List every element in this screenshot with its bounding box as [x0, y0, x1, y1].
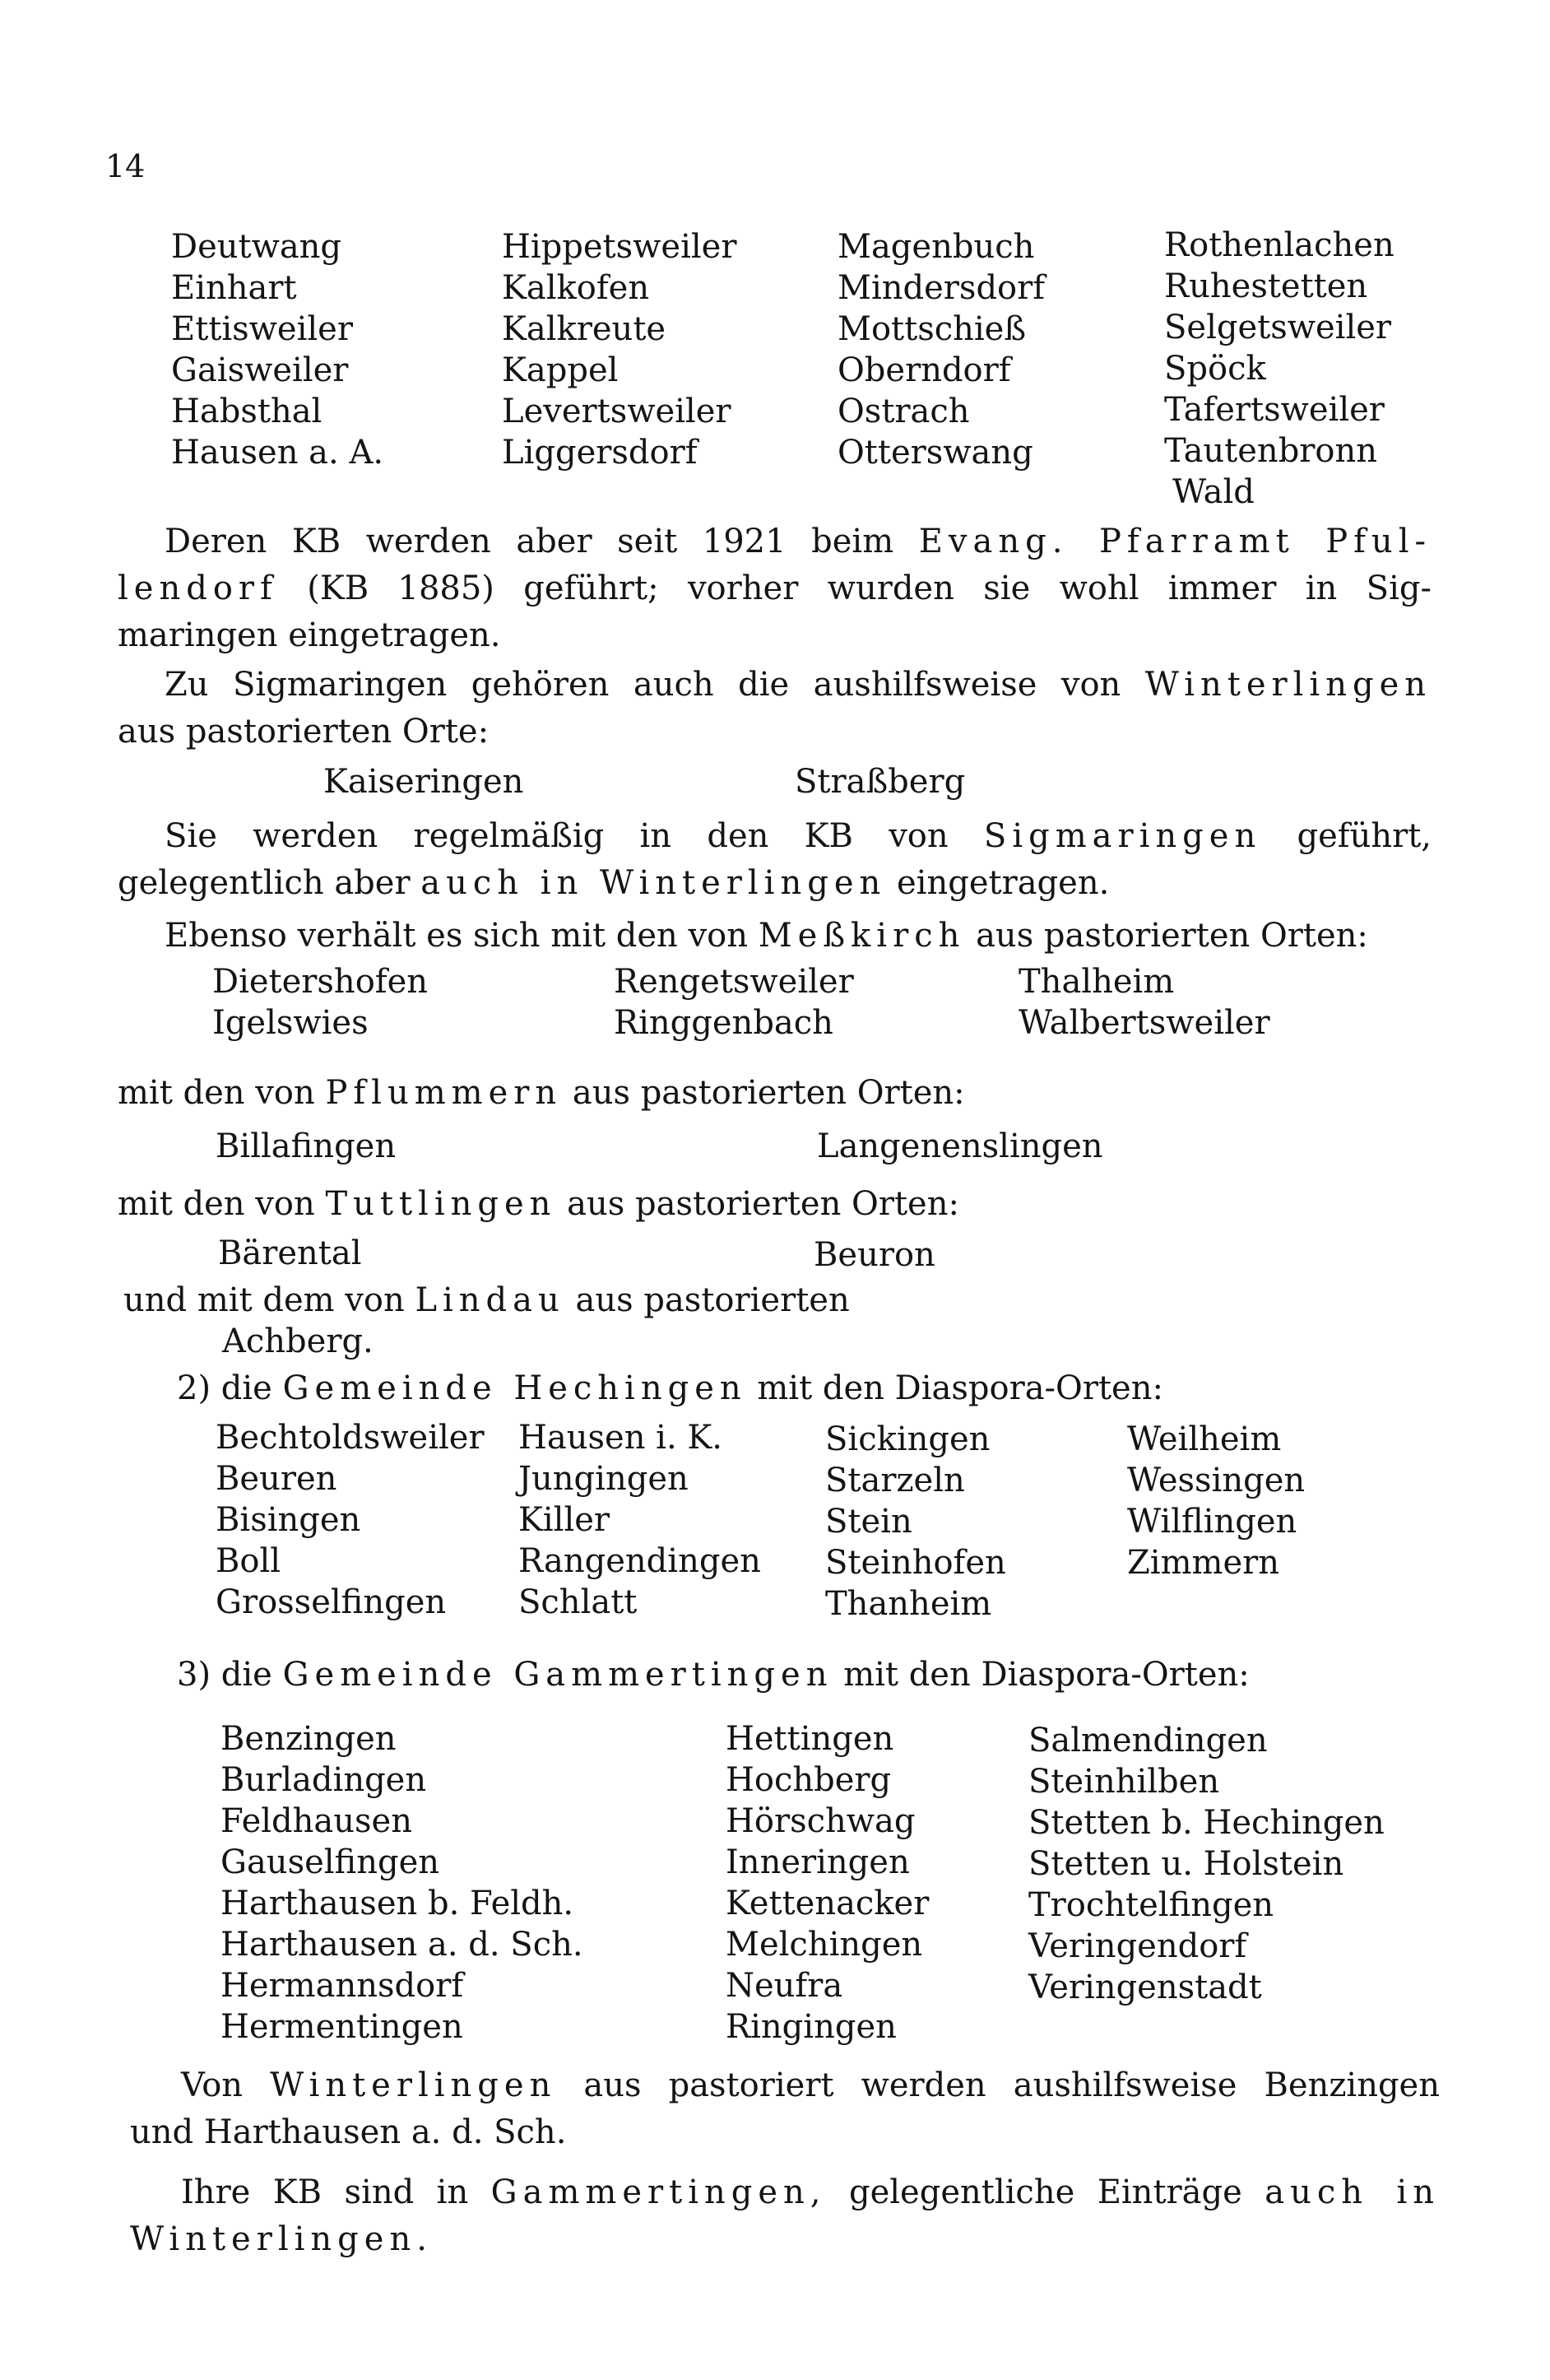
- paragraph-benzingen: [130, 2062, 1440, 2156]
- place-column-3: [825, 1419, 1006, 1625]
- spaced-text: Meßkirch: [758, 917, 966, 955]
- place-name: Spöck: [1164, 350, 1266, 388]
- paragraph-regelmaessig: [118, 813, 1432, 907]
- paragraph-pflummern: [118, 1072, 965, 1113]
- place-name: Liggersdorf: [502, 434, 698, 472]
- text: Zu Sigmaringen gehören auch die aushilfsweise von: [165, 666, 1121, 704]
- place-name: Oberndorf: [838, 351, 1011, 389]
- place-name: Gaisweiler: [171, 351, 349, 389]
- place-name: Veringenstadt: [1028, 1969, 1262, 2006]
- place-name: Sickingen: [825, 1420, 991, 1458]
- place-name: Deutwang: [171, 228, 342, 266]
- place-column-3: [838, 226, 1045, 473]
- spaced-text: Winterlingen: [1144, 666, 1432, 704]
- place-name: Hermannsdorf: [220, 1967, 464, 2005]
- spaced-text: Sigmaringen: [983, 817, 1262, 855]
- place-name: Veringendorf: [1028, 1927, 1247, 1965]
- place-name: Hörschwag: [726, 1802, 916, 1840]
- place-name: Inneringen: [726, 1843, 910, 1881]
- text: aus pastorierten Orten:: [572, 1074, 965, 1112]
- place-name: Boll: [216, 1542, 281, 1580]
- place-name: Levertsweiler: [502, 393, 731, 430]
- spaced-text: auch in: [1265, 2173, 1440, 2211]
- place-column-2: [726, 1718, 929, 2048]
- text: eingetragen.: [897, 864, 1110, 902]
- paragraph-tuttlingen: [118, 1183, 959, 1225]
- place-name: Bechtoldsweiler: [216, 1419, 485, 1457]
- place-name: Walbertsweiler: [1019, 1004, 1270, 1042]
- spaced-text: Tuttlingen: [325, 1185, 557, 1223]
- place-name: Einhart: [171, 269, 297, 307]
- text: (KB 1885) geführt; vorher wurden sie wohl immer in Sig-: [307, 569, 1432, 607]
- place-name: Beuron: [814, 1236, 935, 1274]
- text: mit den Diaspora-Orten:: [843, 1656, 1250, 1694]
- place-name: Stetten b. Hechingen: [1028, 1804, 1385, 1842]
- place-name: Mindersdorf: [838, 269, 1046, 307]
- place-column-2: [518, 1417, 761, 1623]
- place-name: Hausen a. A.: [171, 434, 384, 472]
- section-3-heading: [177, 1654, 1250, 1695]
- place-name: Starzeln: [825, 1462, 965, 1499]
- place-name: Ringgenbach: [614, 1004, 833, 1042]
- paragraph-sigmaringen: [118, 662, 1432, 755]
- text: und mit dem von: [123, 1281, 405, 1319]
- place-name: Kaiseringen: [323, 763, 524, 801]
- place-name: Hippetsweiler: [502, 228, 737, 266]
- place-name: Mottschieß: [838, 310, 1027, 348]
- place-name: Steinhilben: [1028, 1763, 1220, 1801]
- place-name: Trochtelfingen: [1028, 1886, 1274, 1924]
- place-name: Achberg.: [222, 1322, 374, 1360]
- text: Deren KB werden aber seit 1921 beim: [165, 523, 894, 560]
- paragraph-messkirch: [165, 915, 1368, 956]
- paragraph-lindau: [123, 1280, 850, 1321]
- place-name: Harthausen a. d. Sch.: [220, 1926, 583, 1964]
- place-column-1: [216, 1417, 485, 1623]
- place-name: Selgetsweiler: [1164, 309, 1392, 346]
- place-name: Schlatt: [518, 1583, 638, 1621]
- place-column-1: [212, 961, 428, 1044]
- place-name: Rothenlachen: [1164, 226, 1395, 264]
- text: gelegentlich aber: [118, 864, 411, 902]
- text: Sie werden regelmäßig in den KB von: [165, 817, 949, 855]
- place-name: Hettingen: [726, 1720, 894, 1758]
- place-name: Tafertsweiler: [1164, 391, 1385, 429]
- spaced-text: Lindau: [415, 1281, 565, 1319]
- text: 3) die: [177, 1656, 272, 1694]
- place-column-3: [1028, 1720, 1385, 2008]
- text: mit den von: [118, 1185, 315, 1223]
- spaced-text: Evang. Pfarramt Pful-: [918, 523, 1432, 560]
- place-name: Zimmern: [1127, 1544, 1279, 1582]
- place-name: Bisingen: [216, 1501, 361, 1539]
- spaced-text: Gemeinde Gammertingen: [282, 1656, 833, 1694]
- place-name: Langenenslingen: [817, 1127, 1103, 1165]
- place-column-3: [1019, 961, 1270, 1044]
- place-name: Beuren: [216, 1460, 337, 1498]
- place-name: Bärental: [218, 1234, 362, 1272]
- place-name: Melchingen: [726, 1926, 923, 1964]
- text: geführt,: [1297, 817, 1432, 855]
- place-name: Steinhofen: [825, 1544, 1006, 1582]
- place-column-2: [614, 961, 854, 1044]
- text: Von: [181, 2066, 244, 2104]
- spaced-text: Pflummern: [325, 1074, 563, 1112]
- place-name: Hermentingen: [220, 2008, 463, 2046]
- text: Ebenso verhält es sich mit den von: [165, 917, 748, 955]
- place-name: Tautenbronn: [1164, 432, 1378, 470]
- text: Ihre KB sind in: [181, 2173, 469, 2211]
- place-name: Habsthal: [171, 393, 323, 430]
- text: mit den von: [118, 1074, 315, 1112]
- place-name: Rangendingen: [518, 1542, 761, 1580]
- place-name: Kappel: [502, 351, 619, 389]
- text: gelegentliche Einträge: [848, 2173, 1242, 2211]
- text: aus pastorierten Orten:: [567, 1185, 959, 1223]
- place-name: Benzingen: [220, 1720, 397, 1758]
- spaced-text: lendorf: [118, 569, 278, 607]
- place-column-1: [220, 1718, 583, 2048]
- place-name: Ostrach: [838, 393, 970, 430]
- place-name: Wessingen: [1127, 1462, 1306, 1499]
- place-name: Igelswies: [212, 1004, 369, 1042]
- place-name: Thanheim: [825, 1585, 992, 1623]
- text: aus pastorierten Orte:: [118, 713, 490, 751]
- place-name: Weilheim: [1127, 1420, 1282, 1458]
- place-name: Killer: [518, 1501, 610, 1539]
- paragraph-kb-pfullendorf: [118, 518, 1432, 659]
- text: maringen eingetragen.: [118, 616, 501, 654]
- place-name: Ringingen: [726, 2008, 897, 2046]
- place-name: Thalheim: [1019, 963, 1175, 1001]
- place-name: Stein: [825, 1503, 912, 1541]
- place-name: Jungingen: [518, 1460, 689, 1498]
- place-name: Feldhausen: [220, 1802, 412, 1840]
- place-name: Burladingen: [220, 1761, 427, 1799]
- place-name: Salmendingen: [1028, 1722, 1268, 1759]
- place-name: Wilflingen: [1127, 1503, 1297, 1541]
- section-2-heading: [177, 1368, 1163, 1409]
- paragraph-gammertingen-kb: [130, 2169, 1440, 2263]
- place-name: Ruhestetten: [1164, 267, 1368, 305]
- place-column-2: [502, 226, 736, 473]
- text: 2) die: [177, 1369, 272, 1407]
- spaced-text: Gemeinde Hechingen: [282, 1369, 747, 1407]
- place-name: Hausen i. K.: [518, 1419, 722, 1457]
- text: aus pastoriert werden aushilfsweise Benzingen: [583, 2066, 1440, 2104]
- text: aus pastorierten: [575, 1281, 850, 1319]
- place-name: Wald: [1172, 473, 1255, 511]
- place-name: Ettisweiler: [171, 310, 353, 348]
- place-name: Magenbuch: [838, 228, 1035, 266]
- place-column-1: [171, 226, 383, 473]
- spaced-text: Gammertingen,: [490, 2173, 827, 2211]
- place-name: Gauselfingen: [220, 1843, 440, 1881]
- place-name: Hochberg: [726, 1761, 892, 1799]
- place-column-4: [1127, 1419, 1305, 1583]
- place-name: Otterswang: [838, 434, 1033, 472]
- text: aus pastorierten Orten:: [976, 917, 1368, 955]
- place-name: Dietershofen: [212, 963, 429, 1001]
- place-column-4: [1164, 225, 1395, 513]
- place-name: Kalkofen: [502, 269, 650, 307]
- page-number: 14: [105, 148, 146, 184]
- spaced-text: Winterlingen.: [130, 2220, 433, 2258]
- text: mit den Diaspora-Orten:: [757, 1369, 1163, 1407]
- place-name: Kettenacker: [726, 1885, 930, 1922]
- place-name: Straßberg: [795, 763, 966, 801]
- place-name: Harthausen b. Feldh.: [220, 1885, 574, 1922]
- place-name: Grosselfingen: [216, 1583, 447, 1621]
- spaced-text: Winterlingen: [270, 2066, 557, 2104]
- place-name: Kalkreute: [502, 310, 666, 348]
- place-name: Stetten u. Holstein: [1028, 1845, 1344, 1883]
- place-name: Billafingen: [216, 1127, 397, 1165]
- place-name: Rengetsweiler: [614, 963, 854, 1001]
- text: und Harthausen a. d. Sch.: [130, 2113, 567, 2151]
- spaced-text: auch in Winterlingen: [420, 864, 887, 902]
- place-name: Neufra: [726, 1967, 843, 2005]
